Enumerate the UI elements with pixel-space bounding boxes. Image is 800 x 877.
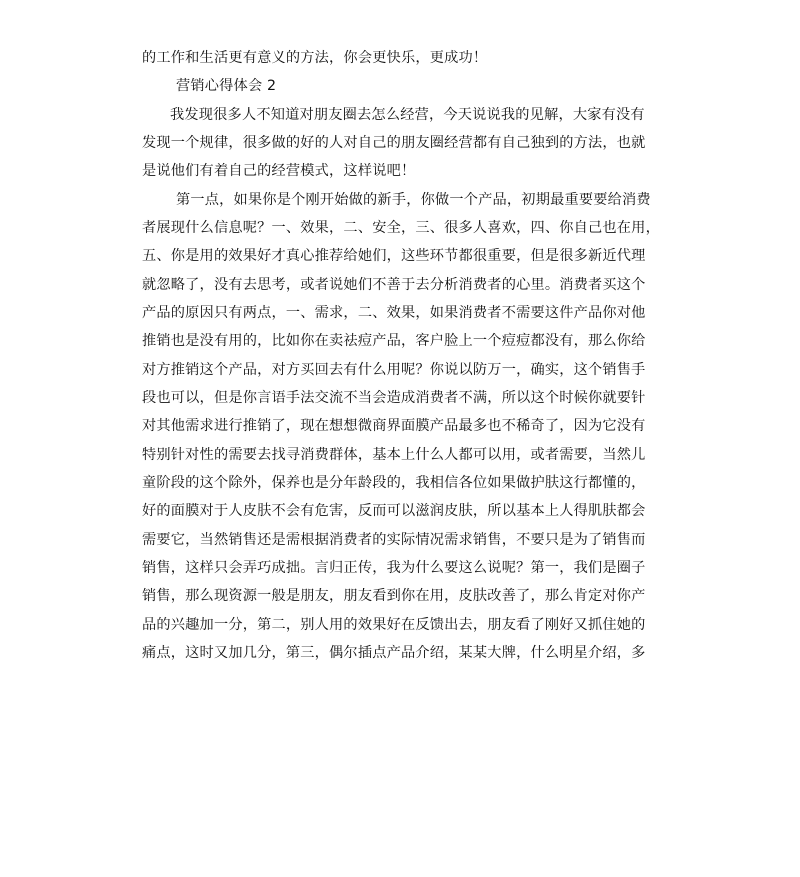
section-heading: 营销心得体会 2: [176, 78, 277, 94]
text-line: 特别针对性的需要去找寻消费群体，基本上什么人都可以用，或者需要，当然儿: [142, 447, 646, 463]
text-line: 销售，这样只会弄巧成拙。言归正传，我为什么要这么说呢？第一，我们是圈子: [142, 560, 646, 576]
text-line: 需要它，当然销售还是需根据消费者的实际情况需求销售，不要只是为了销售而: [142, 532, 646, 548]
text-line: 发现一个规律，很多做的好的人对自己的朋友圈经营都有自己独到的方法，也就: [142, 135, 646, 151]
text-line: 推销也是没有用的，比如你在卖祛痘产品，客户脸上一个痘痘都没有，那么你给: [142, 333, 646, 349]
text-line: 童阶段的这个除外，保养也是分年龄段的，我相信各位如果做护肤这行都懂的，: [142, 475, 646, 491]
text-line: 五、你是用的效果好才真心推荐给她们，这些环节都很重要，但是很多新近代理: [142, 248, 646, 264]
text-line: 对其他需求进行推销了，现在想想微商界面膜产品最多也不稀奇了，因为它没有: [142, 418, 646, 434]
text-line: 我发现很多人不知道对朋友圈去怎么经营，今天说说我的见解，大家有没有: [170, 107, 645, 123]
text-line: 好的面膜对于人皮肤不会有危害，反而可以滋润皮肤，所以基本上人得肌肤都会: [142, 503, 646, 519]
text-line: 产品的原因只有两点，一、需求，二、效果，如果消费者不需要这件产品你对他: [142, 305, 646, 321]
text-line: 品的兴趣加一分，第二，别人用的效果好在反馈出去，朋友看了刚好又抓住她的: [142, 617, 646, 633]
text-line: 销售，那么现资源一般是朋友，朋友看到你在用，皮肤改善了，那么肯定对你产: [142, 588, 646, 604]
text-line: 就忽略了，没有去思考，或者说她们不善于去分析消费者的心里。消费者买这个: [142, 277, 646, 293]
text-line: 的工作和生活更有意义的方法，你会更快乐，更成功！: [142, 50, 488, 66]
text-line: 痛点，这时又加几分，第三，偶尔插点产品介绍，某某大牌，什么明星介绍，多: [142, 645, 646, 661]
text-line: 第一点，如果你是个刚开始做的新手，你做一个产品，初期最重要要给消费: [176, 192, 651, 208]
text-line: 段也可以，但是你言语手法交流不当会造成消费者不满，所以这个时候你就要针: [142, 390, 646, 406]
text-line: 对方推销这个产品，对方买回去有什么用呢？你说以防万一，确实，这个销售手: [142, 362, 646, 378]
text-line: 是说他们有着自己的经营模式，这样说吧！: [142, 163, 416, 179]
text-line: 者展现什么信息呢？一、效果，二、安全，三、很多人喜欢，四、你自己也在用，: [142, 220, 660, 236]
